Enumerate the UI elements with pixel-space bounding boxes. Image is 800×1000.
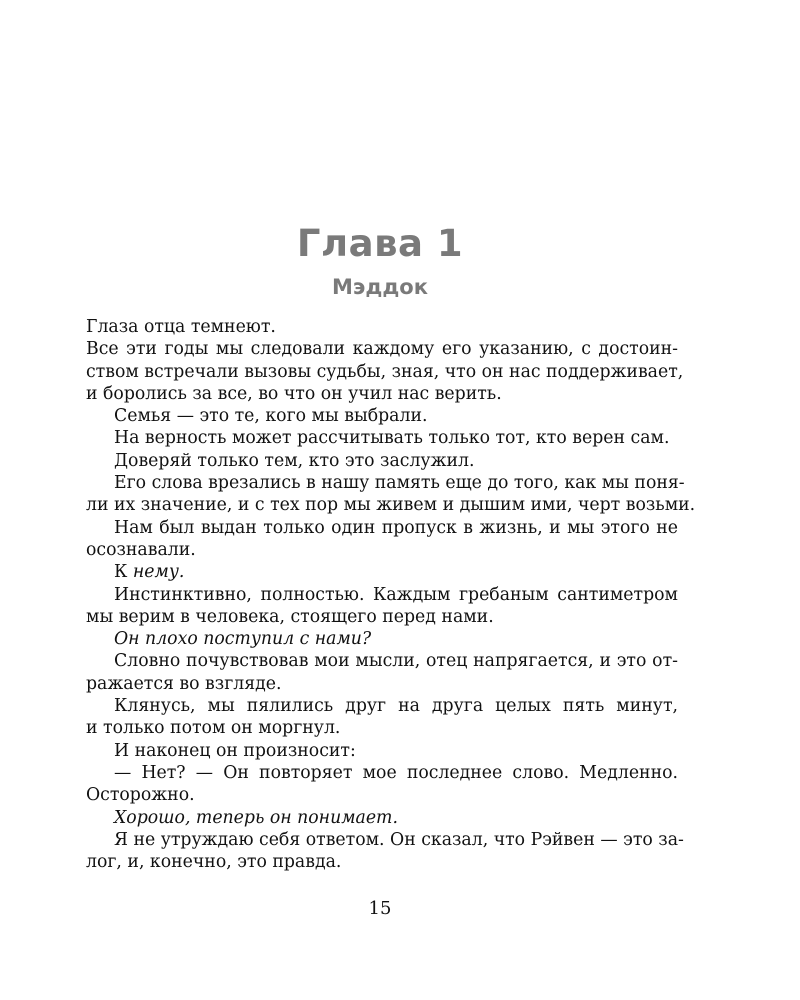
text-line: ли их значение, и с тех пор мы живем и дышим ими, черт возьми. — [86, 495, 696, 516]
text-fragment: К — [114, 562, 133, 583]
text-line: и только потом он моргнул. — [86, 718, 341, 739]
text-line: Его слова врезались в нашу память еще до того, как мы поня- — [114, 473, 685, 494]
text-line: лог, и, конечно, это правда. — [86, 852, 342, 873]
text-line: мы верим в человека, стоящего перед нами. — [86, 606, 494, 627]
italic-fragment: нему. — [132, 562, 185, 583]
text-line: Доверяй только тем, кто это заслужил. — [114, 450, 475, 471]
text-line: Инстинктивно, полностью. Каждым гребаным сантиметром — [114, 584, 678, 605]
text-line: ством встречали вызовы судьбы, зная, что он нас поддерживает, — [86, 361, 684, 382]
text-line: И наконец он произносит: — [114, 740, 356, 761]
chapter-subtitle: Мэддок — [332, 275, 428, 299]
text-line: — Нет? — Он повторяет мое последнее слово. Медленно. — [114, 762, 678, 783]
chapter-title: Глава 1 — [296, 222, 464, 265]
page-number: 15 — [368, 898, 392, 919]
text-line: осознавали. — [86, 539, 196, 560]
text-line: На верность может рассчитывать только тот, кто верен сам. — [114, 428, 670, 449]
text-line: Нам был выдан только один пропуск в жизнь, и мы этого не — [114, 517, 678, 538]
italic-line: Он плохо поступил с нами? — [114, 629, 372, 650]
text-line: ражается во взгляде. — [86, 673, 282, 694]
text-line: Все эти годы мы следовали каждому его указанию, с достоин- — [86, 339, 678, 360]
body-text — [86, 316, 696, 873]
text-line: Клянусь, мы пялились друг на друга целых пять минут, — [114, 696, 678, 717]
text-line: и боролись за все, во что он учил нас верить. — [86, 383, 502, 404]
text-line: Осторожно. — [86, 785, 195, 806]
italic-line: Хорошо, теперь он понимает. — [114, 807, 398, 828]
text-line: Глаза отца темнеют. — [86, 317, 276, 337]
text-line: Словно почувствовав мои мысли, отец напрягается, и это от- — [114, 651, 678, 672]
text-line: Семья — это те, кого мы выбрали. — [114, 406, 428, 427]
text-line: Я не утруждаю себя ответом. Он сказал, что Рэйвен — это за- — [114, 829, 684, 850]
text-line — [86, 561, 678, 583]
